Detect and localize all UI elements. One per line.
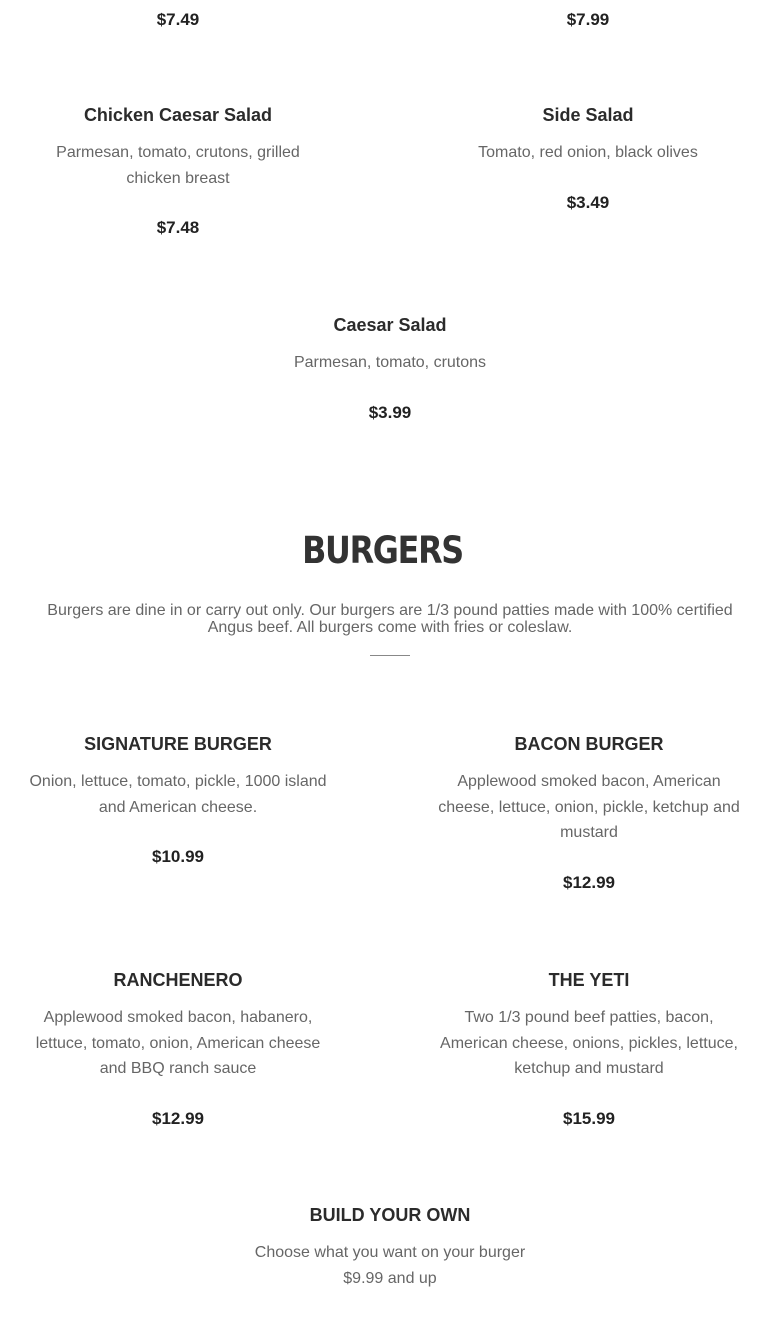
section-intro: Burgers are dine in or carry out only. Our burgers are 1/3 pound patties made with 100% certified Angus beef. All burgers come with fries or coleslaw.	[47, 602, 733, 636]
menu-item-description: Onion, lettuce, tomato, pickle, 1000 island and American cheese.	[29, 773, 327, 816]
menu-item-description: Applewood smoked bacon, habanero, lettuce, tomato, onion, American cheese and BBQ ranch sauce	[35, 1009, 321, 1077]
menu-item-description: Parmesan, tomato, crutons	[293, 354, 487, 371]
menu-item-description: Choose what you want on your burger	[254, 1244, 526, 1261]
menu-item-caesar-salad	[240, 314, 540, 424]
menu-item-description: Parmesan, tomato, crutons, grilled chicken breast	[56, 144, 300, 187]
menu-item-price: $15.99	[563, 1108, 615, 1128]
menu-item-name: Chicken Caesar Salad	[83, 105, 273, 125]
menu-item-name: SIGNATURE BURGER	[84, 734, 272, 754]
menu-item-name: THE YETI	[548, 970, 630, 990]
menu-item-price-note: $9.99 and up	[343, 1269, 437, 1287]
menu-item-price: $12.99	[563, 872, 615, 892]
menu-item-price: $10.99	[152, 847, 204, 866]
menu-item-side-salad	[438, 104, 738, 214]
menu-item-price: $12.99	[152, 1108, 204, 1128]
menu-item-description: Two 1/3 pound beef patties, bacon, American cheese, onions, pickles, lettuce, ketchup and mustard	[440, 1009, 738, 1077]
menu-item-description: Tomato, red onion, black olives	[478, 144, 698, 161]
menu-item-name: BUILD YOUR OWN	[309, 1205, 471, 1225]
menu-item-price: $3.99	[368, 402, 412, 422]
menu-item-bacon-burger	[438, 733, 740, 894]
menu-item-signature-burger	[28, 733, 328, 868]
menu-item-build-your-own	[240, 1204, 540, 1291]
menu-item-name: Side Salad	[542, 105, 634, 125]
menu-item-price: $7.48	[156, 218, 200, 237]
section-title-burgers: BURGERS	[302, 529, 463, 572]
menu-item-ranchenero	[28, 969, 328, 1130]
menu-item-name: BACON BURGER	[514, 734, 664, 754]
menu-item-name: Caesar Salad	[333, 315, 447, 335]
section-divider	[370, 655, 410, 656]
menu-item-price: $7.99	[566, 10, 610, 29]
menu-item-price: $7.49	[156, 10, 200, 29]
menu-item-chicken-caesar-salad	[28, 104, 328, 239]
menu-item-description: Applewood smoked bacon, American cheese, lettuce, onion, pickle, ketchup and mustard	[438, 773, 740, 841]
menu-item-the-yeti	[438, 969, 740, 1130]
menu-item-name: RANCHENERO	[113, 970, 243, 990]
menu-item-price: $3.49	[566, 192, 610, 212]
